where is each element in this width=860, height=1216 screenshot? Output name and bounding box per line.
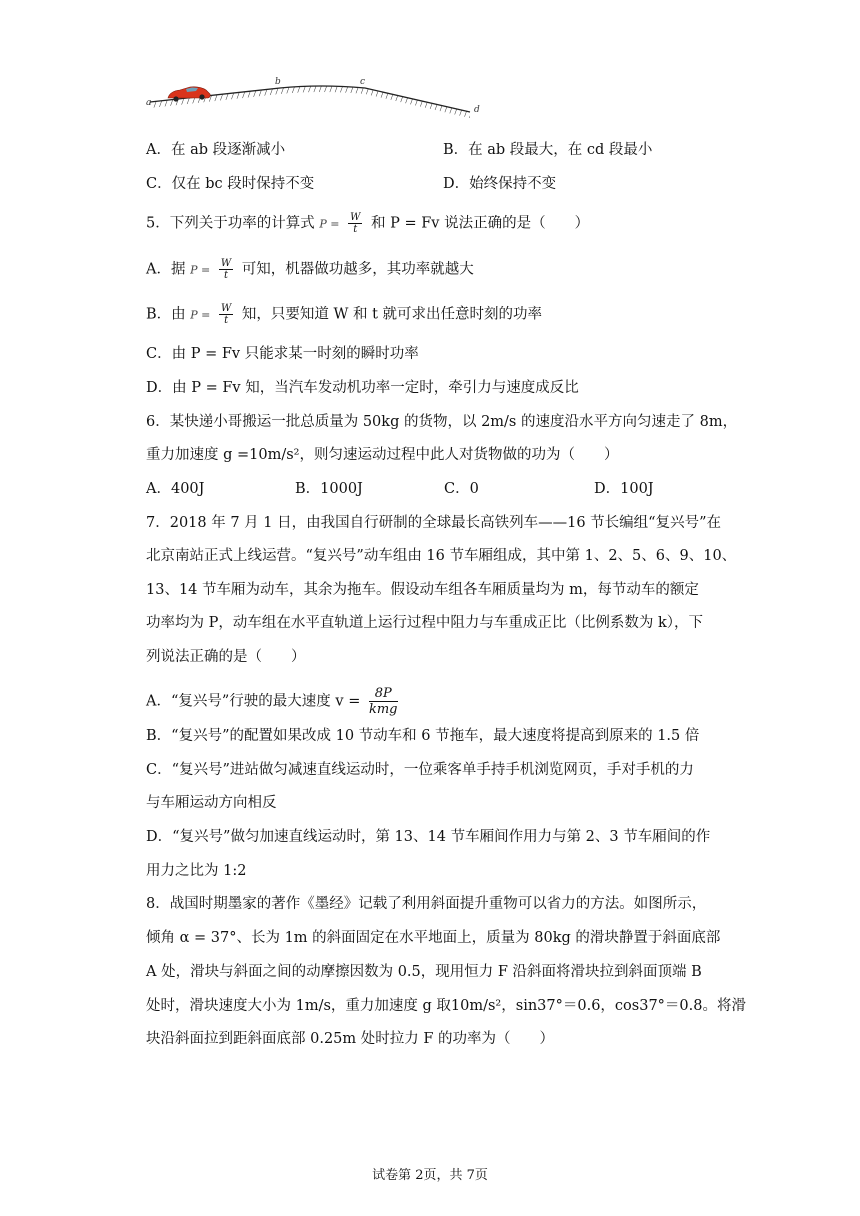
q7-line-1: 7．2018 年 7 月 1 日，由我国自行研制的全球最长高铁列车——16 节长编组“复兴号”在	[146, 515, 722, 531]
point-label-a: a	[146, 98, 152, 108]
q8-line-5: 块沿斜面拉到距斜面底部 0.25m 处时拉力 F 的功率为（ ）	[146, 1031, 555, 1047]
q6-option-d: D．100J	[594, 481, 654, 497]
q7-line-3: 13、14 节车厢为动车，其余为拖车。假设动车组各车厢质量均为 m，每节动车的额定	[146, 582, 699, 598]
q8-line-4: 处时，滑块速度大小为 1m/s，重力加速度 g 取10m/s²，sin37°＝0.6，cos37°＝0.8。将滑	[146, 998, 746, 1014]
q5-stem-pre: 5．下列关于功率的计算式	[146, 215, 315, 232]
q5-option-d: D．由 P = Fv 知，当汽车发动机功率一定时，牵引力与速度成反比	[146, 380, 579, 396]
q7-option-d-line-2: 用力之比为 1:2	[146, 863, 247, 879]
q4-option-a: A．在 ab 段逐渐减小	[146, 142, 286, 158]
q7-option-a: A．“复兴号”行驶的最大速度 v = $\frac{8P}{\text{kmg}}$	[146, 686, 398, 717]
q7-line-4: 功率均为 P，动车组在水平直轨道上运行过程中阻力与车重成正比（比例系数为 k），下	[146, 615, 704, 631]
q5-option-b: B．由 P = $\frac{W}{t}$ 知，只要知道 W 和 t 就可求出任意时刻的功率	[146, 303, 543, 326]
q4-option-c: C．仅在 bc 段时保持不变	[146, 176, 315, 192]
q7-line-5: 列说法正确的是（ ）	[146, 649, 306, 665]
q8-line-2: 倾角 α = 37°、长为 1m 的斜面固定在水平地面上，质量为 80kg 的滑块静置于斜面底部	[146, 930, 721, 946]
q5-stem-post: 和 P = Fv 说法正确的是（ ）	[370, 215, 590, 232]
q7-option-c-line-1: C．“复兴号”进站做匀减速直线运动时，一位乘客单手持手机浏览网页，手对手机的力	[146, 762, 694, 778]
q4-option-d: D．始终保持不变	[443, 176, 557, 192]
q5-option-c: C．由 P = Fv 只能求某一时刻的瞬时功率	[146, 346, 419, 362]
point-label-d: d	[474, 105, 480, 115]
q4-option-b: B．在 ab 段最大，在 cd 段最小	[443, 142, 653, 158]
q7-max-speed-formula: $\frac{8P}{\text{kmg}}$	[368, 686, 398, 717]
q7-line-2: 北京南站正式上线运营。“复兴号”动车组由 16 节车厢组成，其中第 1、2、5、6、9、10、	[146, 548, 737, 564]
q7-option-c-line-2: 与车厢运动方向相反	[146, 795, 277, 811]
page-footer: 试卷第 2页，共 7页	[372, 1168, 488, 1183]
q6-line-2: 重力加速度 g =10m/s²，则匀速运动过程中此人对货物做的功为（ ）	[146, 447, 619, 463]
q5-option-a: A．据 P = $\frac{W}{t}$ 可知，机器做功越多，其功率就越大	[146, 258, 474, 281]
q8-line-1: 8．战国时期墨家的著作《墨经》记载了利用斜面提升重物可以省力的方法。如图所示，	[146, 896, 707, 912]
point-label-b: b	[275, 77, 281, 87]
point-label-c: c	[360, 77, 366, 87]
q5-formula: $\frac{W}{t}$	[350, 212, 361, 235]
road-profile-figure	[140, 72, 500, 130]
q7-option-b: B．“复兴号”的配置如果改成 10 节动车和 6 节拖车，最大速度将提高到原来的 1.5 倍	[146, 728, 700, 744]
q6-option-b: B．1000J	[295, 481, 363, 497]
q6-option-a: A．400J	[146, 481, 205, 497]
q6-option-c: C．0	[444, 481, 479, 497]
q6-line-1: 6．某快递小哥搬运一批总质量为 50kg 的货物，以 2m/s 的速度沿水平方向匀速走了 8m，	[146, 414, 738, 430]
q8-line-3: A 处，滑块与斜面之间的动摩擦因数为 0.5，现用恒力 F 沿斜面将滑块拉到斜面顶端 B	[146, 964, 702, 980]
q7-option-d-line-1: D．“复兴号”做匀加速直线运动时，第 13、14 节车厢间作用力与第 2、3 节车厢间的作	[146, 829, 711, 845]
q5-stem: 5．下列关于功率的计算式 P = $\frac{W}{t}$ 和 P = Fv 说法正确的是（ ）	[146, 212, 590, 235]
